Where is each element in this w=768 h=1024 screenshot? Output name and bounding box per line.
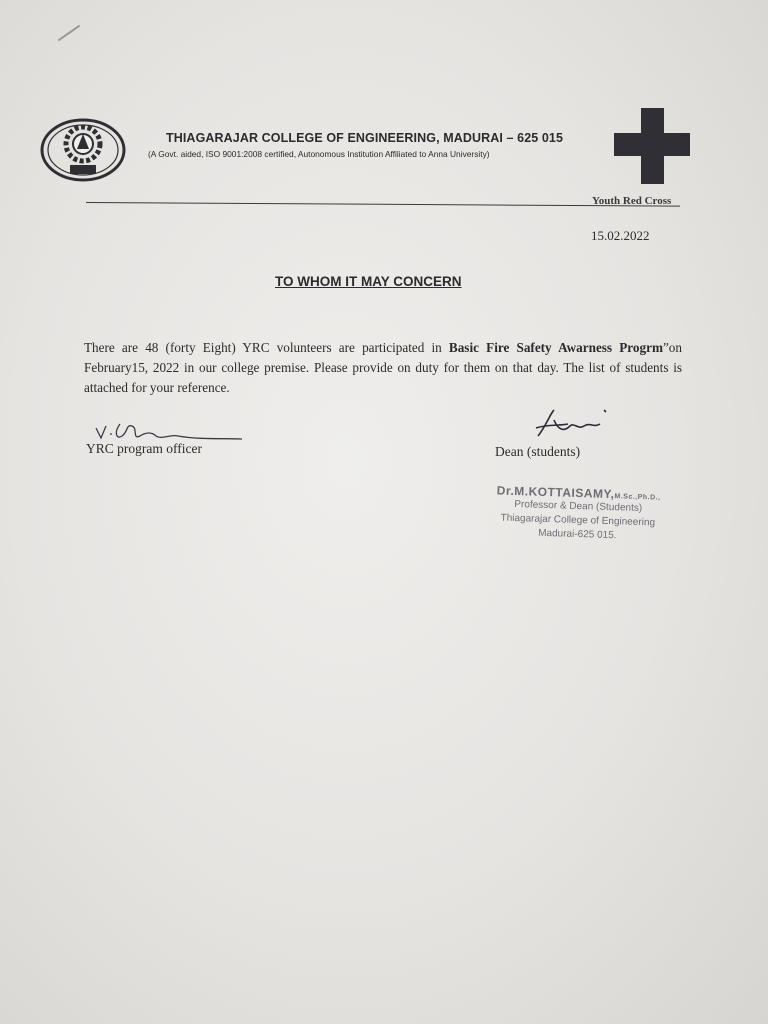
header-rule: [86, 202, 680, 207]
yrc-officer-label: YRC program officer: [86, 441, 202, 456]
letter-heading: TO WHOM IT MAY CONCERN: [275, 274, 462, 289]
body-text-event: Basic Fire Safety Awarness Progrm: [448, 340, 663, 355]
stamp-qualification: M.Sc.,Ph.D.,: [614, 493, 661, 502]
dean-label: Dean (students): [495, 444, 581, 459]
department-label: Youth Red Cross: [592, 195, 672, 207]
stamp-institution: Thiagarajar College of Engineering: [500, 512, 656, 529]
body-text-part2: ”on February15, 2022 in our college premise. Please provide on duty for them on that day. The list of students is attached for your reference.: [84, 340, 682, 395]
red-cross-icon: [614, 108, 690, 184]
letter-date: 15.02.2022: [591, 228, 650, 243]
pen-mark: [58, 25, 80, 42]
body-text-part1: There are 48 (forty Eight) YRC volunteers are participated in: [84, 340, 449, 355]
stamp-title: Professor & Dean (Students): [514, 498, 643, 515]
stamp-city: Madurai-625 015.: [537, 527, 617, 542]
college-logo: [40, 112, 126, 188]
college-name: THIAGARAJAR COLLEGE OF ENGINEERING, MADURAI – 625 015: [166, 131, 564, 145]
dean-stamp: [467, 483, 689, 546]
dean-signature: [528, 406, 618, 442]
stamp-name: Dr.M.KOTTAISAMY,: [496, 483, 615, 502]
letter-body: [84, 338, 682, 398]
college-subtitle: (A Govt. aided, ISO 9001:2008 certified, Autonomous Institution Affiliated to Anna University): [148, 149, 490, 159]
